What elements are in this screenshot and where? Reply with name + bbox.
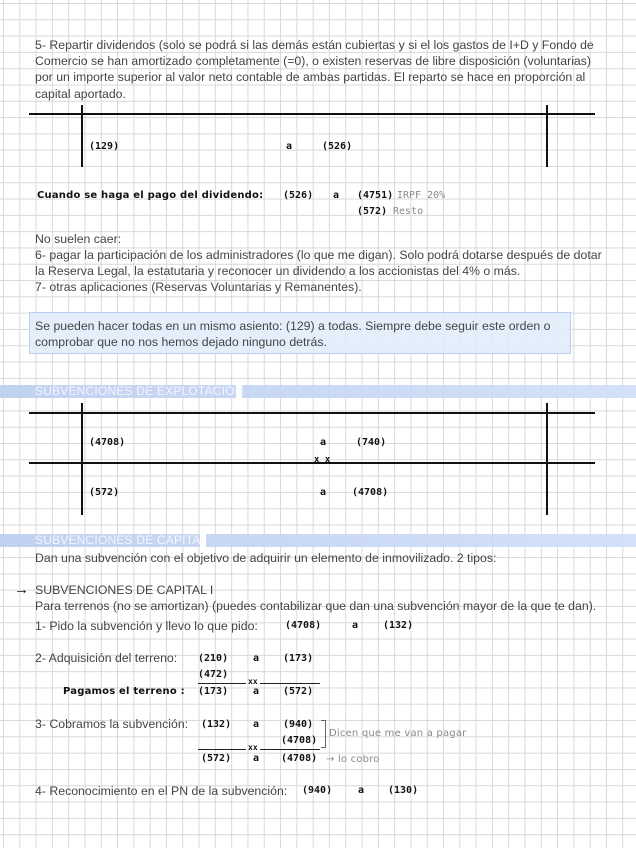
step-3-cobro-connector-a: a	[253, 753, 260, 764]
t-account-left-divider	[81, 105, 83, 167]
step-3-note-pagar: Dicen que me van a pagar	[329, 728, 467, 739]
step-2-xx: xx	[248, 677, 258, 686]
capital-intro: Dan una subvención con el objetivo de adquirir un elemento de inmovilizado. 2 tipos:	[35, 551, 497, 565]
step-3-label: 3- Cobramos la subvención:	[35, 717, 189, 731]
credit-account: (4708)	[352, 487, 389, 498]
pago-credit-irpf: (4751)	[357, 190, 394, 201]
step-2-connector-a: a	[253, 653, 260, 664]
t-account-left-divider	[81, 403, 83, 515]
pagamos-terreno-label: Pagamos el terreno :	[63, 686, 185, 697]
brace-icon	[321, 720, 326, 748]
heading-subvenciones-capital: SUBVENCIONES DE CAPITAL	[35, 533, 208, 547]
step-2-debit-terreno: (210)	[198, 653, 229, 664]
connector-a: a	[320, 437, 327, 448]
t-account-right-divider	[546, 105, 548, 167]
step-3-separator-right	[260, 749, 320, 750]
step-1-credit: (132)	[383, 620, 414, 631]
xx-separator: x x	[314, 455, 331, 465]
step-2-debit-iva: (472)	[198, 669, 229, 680]
debit-account: (4708)	[89, 437, 126, 448]
step-2-pay-connector-a: a	[253, 686, 260, 697]
no-suelen-caer: No suelen caer:	[35, 232, 122, 246]
note-box-text: Se pueden hacer todas en un mismo asiento: (129) a todas. Siempre debe seguir este orden o comprobar que no nos hemos dejado ninguno detrás.	[35, 319, 551, 350]
debit-account: (572)	[89, 487, 120, 498]
step-2-separator-left	[198, 683, 246, 684]
step-2-credit: (173)	[283, 653, 314, 664]
step-2-separator-right	[260, 683, 320, 684]
step-2-label: 2- Adquisición del terreno:	[35, 651, 178, 665]
step-3-cobro-debit: (572)	[201, 753, 232, 764]
step-3-credit: (940)	[283, 719, 314, 730]
step-2-pay-credit: (572)	[283, 686, 314, 697]
step-3-credit-2: (4708)	[281, 735, 318, 746]
connector-a: a	[286, 141, 293, 152]
step-3-separator-left	[198, 749, 246, 750]
step-3-connector-a: a	[253, 719, 260, 730]
t-account-middle-line	[29, 462, 595, 464]
step-3-xx: xx	[248, 743, 258, 752]
subheading-capital-1: SUBVENCIONES DE CAPITAL I	[35, 583, 214, 597]
debit-account: (129)	[89, 141, 120, 152]
paragraph-otras-aplicaciones: 7- otras aplicaciones (Reservas Voluntarias y Remanentes).	[35, 280, 362, 294]
step-2-pay-debit: (173)	[198, 686, 229, 697]
connector-a: a	[320, 487, 327, 498]
credit-account: (526)	[322, 141, 353, 152]
credit-account: (740)	[356, 437, 387, 448]
step-1-debit: (4708)	[285, 620, 322, 631]
pago-debit: (526)	[283, 190, 314, 201]
t-account-right-divider	[546, 403, 548, 515]
step-4-credit: (130)	[388, 785, 419, 796]
pago-irpf-note: IRPF 20%	[397, 190, 446, 201]
t-account-top-line	[29, 113, 595, 115]
step-4-debit: (940)	[302, 785, 333, 796]
arrow-icon: →	[14, 581, 29, 598]
paragraph-administradores: 6- pagar la participación de los administradores (lo que me digan). Solo podrá dotarse después de dotar la Reserva Legal, la estatutaria y reconocer un dividendo a los accionistas del 4% o más.	[35, 248, 602, 279]
step-1-label: 1- Pido la subvención y llevo lo que pido:	[35, 619, 258, 633]
t-account-top-line	[29, 412, 595, 414]
step-4-connector-a: a	[358, 785, 365, 796]
pago-connector-a: a	[333, 190, 340, 201]
capital-1-intro: Para terrenos (no se amortizan) (puedes contabilizar que dan una subvención mayor de la que te dan).	[35, 599, 597, 613]
pago-credit-resto: (572)	[357, 206, 388, 217]
step-3-debit: (132)	[201, 719, 232, 730]
step-1-connector-a: a	[352, 620, 359, 631]
pago-resto-note: Resto	[393, 206, 424, 217]
step-4-label: 4- Reconocimiento en el PN de la subvención:	[35, 784, 288, 798]
paragraph-dividendos: 5- Repartir dividendos (solo se podrá si las demás están cubiertas y si el los gastos de I+D y Fondo de Comercio se han amortizado completamente (=0), o existen reservas de libre disposición (voluntarias) por un importe superior al valor neto contable de ambas partidas. El reparto se hace en proporción al capital aportado.	[35, 38, 594, 101]
step-3-cobro-credit: (4708)	[281, 753, 318, 764]
heading-subvenciones-explotacion: SUBVENCIONES DE EXPLOTACIÓN	[35, 384, 244, 398]
step-3-note-cobro: → lo cobro	[326, 754, 380, 765]
pago-label: Cuando se haga el pago del dividendo:	[37, 190, 264, 201]
